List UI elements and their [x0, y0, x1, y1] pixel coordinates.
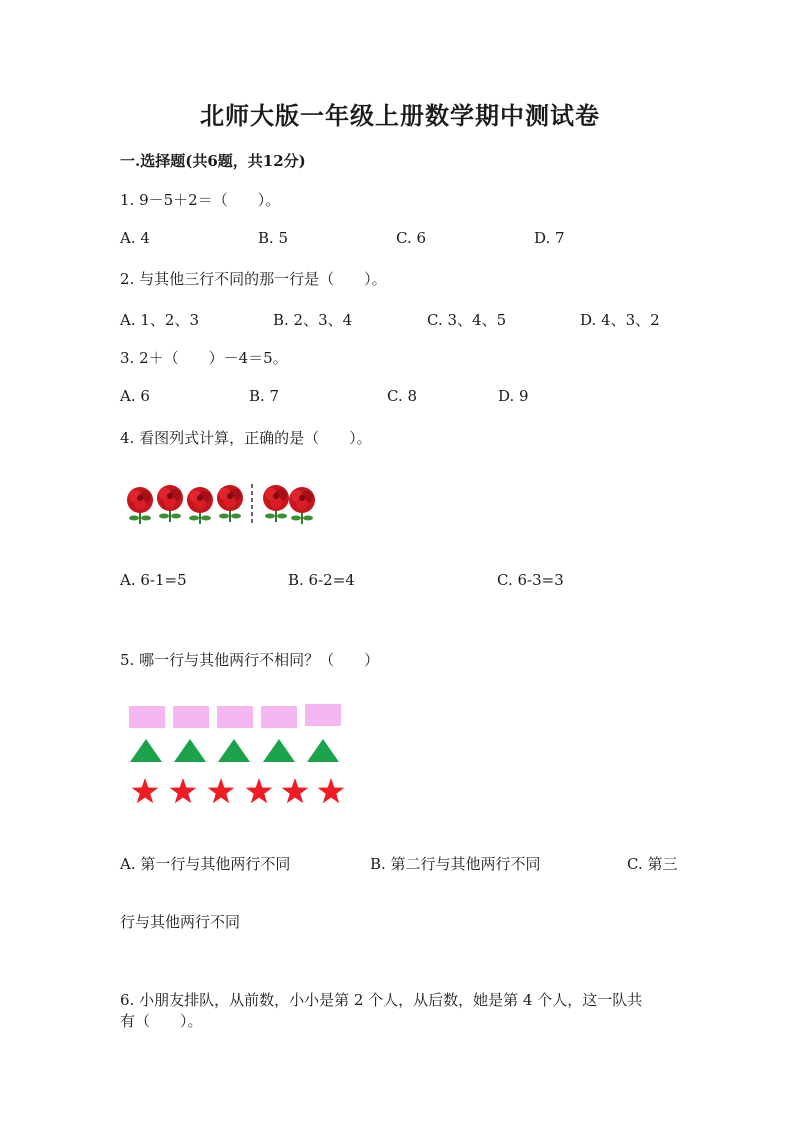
section-heading: 一.选择题(共6题，共12分): [120, 152, 306, 170]
question-2-stem: 2. 与其他三行不同的那一行是（ ）。: [120, 270, 387, 288]
question-2-option-c[interactable]: C. 3、4、5: [427, 311, 507, 329]
question-2-option-b[interactable]: B. 2、3、4: [273, 311, 353, 329]
star-shape: [282, 778, 309, 803]
question-1-option-b[interactable]: B. 5: [258, 229, 289, 247]
rectangle-shape: [129, 706, 165, 728]
question-3-option-c[interactable]: C. 8: [387, 387, 418, 405]
question-4-option-b[interactable]: B. 6-2=4: [288, 571, 355, 589]
question-3-option-a[interactable]: A. 6: [120, 387, 150, 405]
question-3-stem: 3. 2＋（ ）－4＝5。: [120, 349, 288, 367]
page-title: 北师大版一年级上册数学期中测试卷: [200, 101, 600, 130]
question-6-stem-line-1: 6. 小朋友排队，从前数，小小是第 2 个人，从后数，她是第 4 个人，这一队共: [120, 991, 643, 1009]
star-shape: [318, 778, 345, 803]
question-1-option-a[interactable]: A. 4: [120, 229, 150, 247]
triangle-shape: [130, 739, 162, 762]
star-shape: [132, 778, 159, 803]
question-2-option-d[interactable]: D. 4、3、2: [580, 311, 660, 329]
question-1-option-c[interactable]: C. 6: [396, 229, 427, 247]
shape-row-rectangles: [129, 704, 341, 728]
shape-row-stars: [132, 778, 345, 803]
triangle-shape: [218, 739, 250, 762]
triangle-shape: [263, 739, 295, 762]
question-5-option-b[interactable]: B. 第二行与其他两行不同: [370, 855, 541, 873]
question-5-option-a[interactable]: A. 第一行与其他两行不同: [120, 855, 291, 873]
question-5-option-c[interactable]: C. 第三: [627, 855, 678, 873]
question-5-option-c-continued: 行与其他两行不同: [120, 913, 241, 931]
question-2-option-a[interactable]: A. 1、2、3: [120, 311, 199, 329]
star-shape: [208, 778, 235, 803]
flower-right-1: [263, 485, 289, 522]
question-3-option-b[interactable]: B. 7: [249, 387, 280, 405]
star-shape: [246, 778, 273, 803]
triangle-shape: [307, 739, 339, 762]
question-5-stem: 5. 哪一行与其他两行不相同？（ ）: [120, 651, 380, 669]
flower-left-2: [157, 485, 183, 522]
question-4-option-a[interactable]: A. 6-1=5: [120, 571, 187, 589]
question-4-option-c[interactable]: C. 6-3=3: [497, 571, 564, 589]
flower-left-4: [217, 485, 243, 522]
flower-right-2: [289, 487, 315, 524]
flower-left-1: [127, 487, 153, 524]
question-4-flower-figure: [122, 482, 332, 526]
triangle-shape: [174, 739, 206, 762]
question-3-option-d[interactable]: D. 9: [498, 387, 529, 405]
shape-row-triangles: [130, 739, 339, 762]
rectangle-shape: [217, 706, 253, 728]
rectangle-shape: [305, 704, 341, 726]
question-1-stem: 1. 9－5＋2＝（ ）。: [120, 191, 281, 209]
question-4-stem: 4. 看图列式计算，正确的是（ ）。: [120, 429, 372, 447]
question-1-option-d[interactable]: D. 7: [534, 229, 565, 247]
flower-left-3: [187, 487, 213, 524]
question-5-shapes-figure: [126, 700, 356, 812]
rectangle-shape: [261, 706, 297, 728]
question-6-stem-line-2: 有（ ）。: [120, 1012, 203, 1030]
rectangle-shape: [173, 706, 209, 728]
star-shape: [170, 778, 197, 803]
